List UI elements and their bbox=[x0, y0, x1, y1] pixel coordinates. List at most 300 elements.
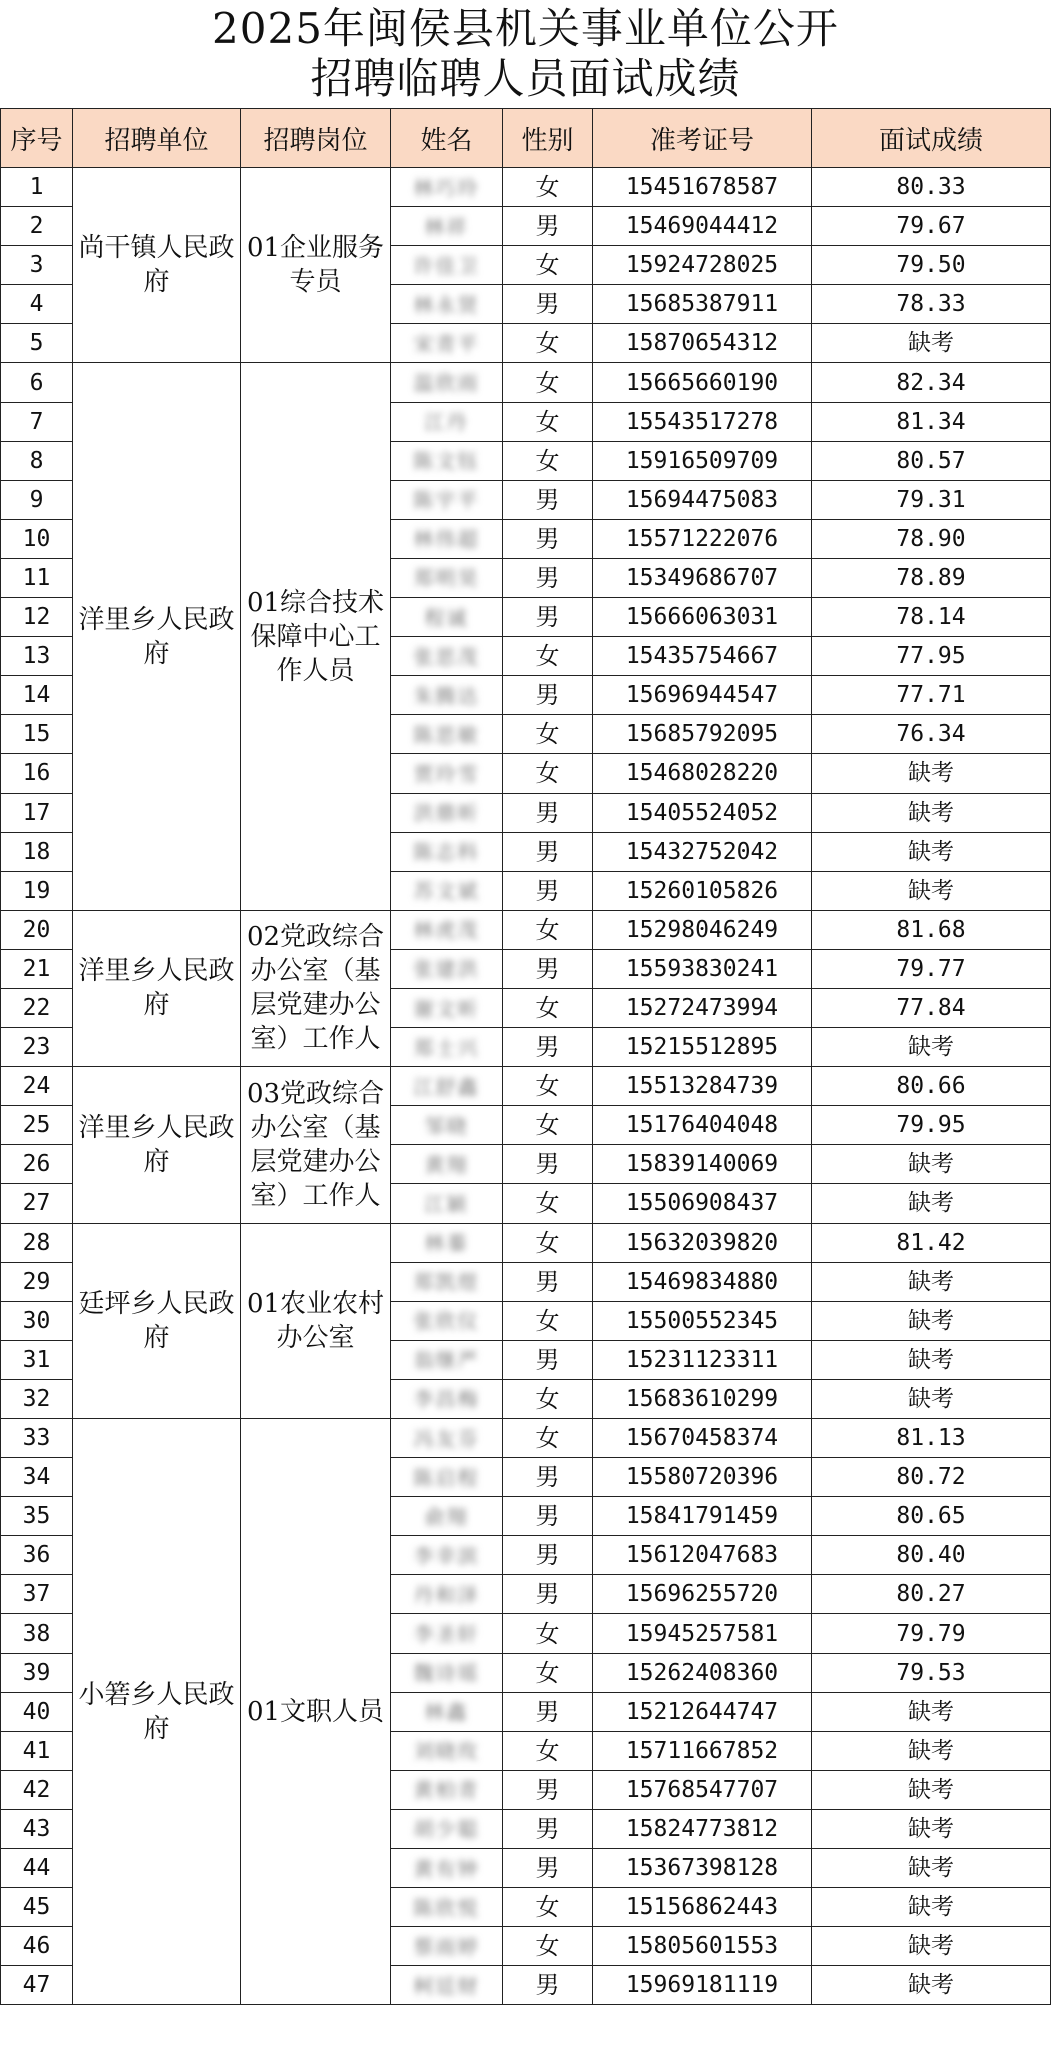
interview-score: 77.84 bbox=[812, 988, 1051, 1027]
applicant-gender: 女 bbox=[503, 1888, 593, 1927]
applicant-name bbox=[391, 1145, 503, 1184]
applicant-gender: 男 bbox=[503, 207, 593, 246]
ticket-number: 15694475083 bbox=[593, 480, 812, 519]
ticket-number: 15969181119 bbox=[593, 1966, 812, 2005]
interview-score: 78.90 bbox=[812, 519, 1051, 558]
table-header-row bbox=[1, 109, 1051, 168]
applicant-name-blurred: 柯廷财 bbox=[413, 1973, 480, 1998]
applicant-name bbox=[391, 1653, 503, 1692]
applicant-name bbox=[391, 1223, 503, 1262]
applicant-name bbox=[391, 949, 503, 988]
applicant-name bbox=[391, 598, 503, 637]
ticket-number: 15841791459 bbox=[593, 1497, 812, 1536]
row-number: 8 bbox=[1, 441, 73, 480]
recruiting-unit: 洋里乡人民政府 bbox=[73, 1067, 241, 1223]
row-number: 27 bbox=[1, 1184, 73, 1223]
ticket-number: 15513284739 bbox=[593, 1067, 812, 1106]
ticket-number: 15231123311 bbox=[593, 1340, 812, 1379]
recruiting-post bbox=[241, 1223, 391, 1418]
interview-score: 80.65 bbox=[812, 1497, 1051, 1536]
row-number: 2 bbox=[1, 207, 73, 246]
interview-score: 缺考 bbox=[812, 754, 1051, 793]
applicant-gender: 男 bbox=[503, 285, 593, 324]
applicant-name bbox=[391, 1106, 503, 1145]
applicant-gender: 男 bbox=[503, 1849, 593, 1888]
applicant-name bbox=[391, 168, 503, 207]
interview-score: 78.89 bbox=[812, 558, 1051, 597]
applicant-name bbox=[391, 1575, 503, 1614]
interview-score: 缺考 bbox=[812, 1849, 1051, 1888]
applicant-gender: 女 bbox=[503, 1067, 593, 1106]
applicant-name-blurred: 胡少聪 bbox=[413, 1817, 480, 1842]
applicant-gender: 男 bbox=[503, 832, 593, 871]
applicant-gender: 女 bbox=[503, 1653, 593, 1692]
applicant-gender: 男 bbox=[503, 1575, 593, 1614]
applicant-gender: 男 bbox=[503, 1340, 593, 1379]
row-number: 5 bbox=[1, 324, 73, 363]
applicant-name-blurred: 郑凯煜 bbox=[413, 1270, 480, 1295]
applicant-name-blurred: 林鑫 bbox=[424, 1700, 469, 1725]
applicant-gender: 女 bbox=[503, 988, 593, 1027]
applicant-name-blurred: 苏文斌 bbox=[413, 879, 480, 904]
applicant-gender: 男 bbox=[503, 1966, 593, 2005]
applicant-name-blurred: 郑士兴 bbox=[413, 1035, 480, 1060]
applicant-name bbox=[391, 715, 503, 754]
table-row bbox=[1, 168, 1051, 207]
row-number: 16 bbox=[1, 754, 73, 793]
applicant-gender: 女 bbox=[503, 168, 593, 207]
row-number: 10 bbox=[1, 519, 73, 558]
applicant-name-blurred: 朱腾达 bbox=[413, 683, 480, 708]
row-number: 41 bbox=[1, 1731, 73, 1770]
row-number: 9 bbox=[1, 480, 73, 519]
row-number: 26 bbox=[1, 1145, 73, 1184]
table-row bbox=[1, 1419, 1051, 1458]
ticket-number: 15367398128 bbox=[593, 1849, 812, 1888]
applicant-name-blurred: 翁继严 bbox=[413, 1348, 480, 1373]
applicant-name bbox=[391, 1888, 503, 1927]
recruiting-post bbox=[241, 168, 391, 363]
interview-score: 缺考 bbox=[812, 832, 1051, 871]
applicant-name bbox=[391, 441, 503, 480]
row-number: 44 bbox=[1, 1849, 73, 1888]
applicant-name bbox=[391, 1184, 503, 1223]
ticket-number: 15469044412 bbox=[593, 207, 812, 246]
applicant-gender: 男 bbox=[503, 1262, 593, 1301]
row-number: 32 bbox=[1, 1379, 73, 1418]
recruiting-post-label: 01文职人员 bbox=[246, 1696, 385, 1727]
ticket-number: 15768547707 bbox=[593, 1770, 812, 1809]
applicant-name bbox=[391, 1614, 503, 1653]
applicant-name-blurred: 蔡雨婷 bbox=[413, 1934, 480, 1959]
row-number: 3 bbox=[1, 246, 73, 285]
applicant-name bbox=[391, 324, 503, 363]
applicant-gender: 女 bbox=[503, 1927, 593, 1966]
header-score: 面试成绩 bbox=[812, 109, 1051, 168]
ticket-number: 15696944547 bbox=[593, 676, 812, 715]
interview-score: 缺考 bbox=[812, 1301, 1051, 1340]
title-line-1: 2025年闽侯县机关事业单位公开 bbox=[212, 4, 839, 53]
ticket-number: 15666063031 bbox=[593, 598, 812, 637]
applicant-gender: 男 bbox=[503, 1809, 593, 1848]
applicant-name bbox=[391, 480, 503, 519]
interview-score: 缺考 bbox=[812, 1379, 1051, 1418]
row-number: 19 bbox=[1, 871, 73, 910]
ticket-number: 15212644747 bbox=[593, 1692, 812, 1731]
row-number: 23 bbox=[1, 1028, 73, 1067]
applicant-name-blurred: 李圣轩 bbox=[413, 1622, 480, 1647]
ticket-number: 15593830241 bbox=[593, 949, 812, 988]
applicant-name bbox=[391, 363, 503, 402]
row-number: 6 bbox=[1, 363, 73, 402]
row-number: 24 bbox=[1, 1067, 73, 1106]
row-number: 43 bbox=[1, 1809, 73, 1848]
applicant-name-blurred: 李幸滨 bbox=[413, 1543, 480, 1568]
ticket-number: 15272473994 bbox=[593, 988, 812, 1027]
recruiting-post-label: 03党政综合办公室（基层党建办公室）工作人 bbox=[246, 1078, 385, 1211]
recruiting-unit: 廷坪乡人民政府 bbox=[73, 1223, 241, 1418]
applicant-name-blurred: 许佳卫 bbox=[413, 253, 480, 278]
table-row bbox=[1, 363, 1051, 402]
applicant-gender: 女 bbox=[503, 1379, 593, 1418]
applicant-name-blurred: 魏诗瑶 bbox=[413, 1661, 480, 1686]
interview-score: 缺考 bbox=[812, 1927, 1051, 1966]
applicant-name bbox=[391, 402, 503, 441]
row-number: 17 bbox=[1, 793, 73, 832]
recruiting-unit: 小箬乡人民政府 bbox=[73, 1419, 241, 2005]
applicant-name bbox=[391, 1849, 503, 1888]
applicant-name bbox=[391, 519, 503, 558]
applicant-gender: 女 bbox=[503, 363, 593, 402]
applicant-name-blurred: 林永贤 bbox=[413, 292, 480, 317]
applicant-name-blurred: 林巧玲 bbox=[413, 175, 480, 200]
applicant-name-blurred: 张欣仪 bbox=[413, 1309, 480, 1334]
row-number: 40 bbox=[1, 1692, 73, 1731]
applicant-gender: 男 bbox=[503, 1145, 593, 1184]
ticket-number: 15824773812 bbox=[593, 1809, 812, 1848]
applicant-name-blurred: 陈文钰 bbox=[413, 449, 480, 474]
applicant-name bbox=[391, 1497, 503, 1536]
applicant-name bbox=[391, 1340, 503, 1379]
ticket-number: 15632039820 bbox=[593, 1223, 812, 1262]
interview-score: 缺考 bbox=[812, 793, 1051, 832]
header-no: 序号 bbox=[1, 109, 73, 168]
applicant-gender: 女 bbox=[503, 754, 593, 793]
row-number: 25 bbox=[1, 1106, 73, 1145]
interview-score: 79.50 bbox=[812, 246, 1051, 285]
interview-score: 81.13 bbox=[812, 1419, 1051, 1458]
applicant-gender: 女 bbox=[503, 910, 593, 949]
interview-score: 81.42 bbox=[812, 1223, 1051, 1262]
ticket-number: 15685792095 bbox=[593, 715, 812, 754]
applicant-gender: 男 bbox=[503, 793, 593, 832]
row-number: 38 bbox=[1, 1614, 73, 1653]
ticket-number: 15298046249 bbox=[593, 910, 812, 949]
interview-score: 80.27 bbox=[812, 1575, 1051, 1614]
ticket-number: 15571222076 bbox=[593, 519, 812, 558]
row-number: 30 bbox=[1, 1301, 73, 1340]
ticket-number: 15469834880 bbox=[593, 1262, 812, 1301]
applicant-name bbox=[391, 754, 503, 793]
interview-score: 78.14 bbox=[812, 598, 1051, 637]
applicant-name-blurred: 郑明昊 bbox=[413, 566, 480, 591]
applicant-gender: 女 bbox=[503, 1301, 593, 1340]
recruiting-post bbox=[241, 363, 391, 910]
applicant-name-blurred: 丹和泽 bbox=[413, 1582, 480, 1607]
applicant-name-blurred: 刘晓玫 bbox=[413, 1739, 480, 1764]
applicant-name-blurred: 温欣雨 bbox=[413, 371, 480, 396]
ticket-number: 15916509709 bbox=[593, 441, 812, 480]
applicant-name bbox=[391, 1067, 503, 1106]
score-table bbox=[0, 108, 1051, 2005]
applicant-name bbox=[391, 793, 503, 832]
row-number: 18 bbox=[1, 832, 73, 871]
applicant-name bbox=[391, 285, 503, 324]
recruiting-post bbox=[241, 910, 391, 1066]
interview-score: 缺考 bbox=[812, 1145, 1051, 1184]
applicant-gender: 女 bbox=[503, 715, 593, 754]
ticket-number: 15405524052 bbox=[593, 793, 812, 832]
row-number: 29 bbox=[1, 1262, 73, 1301]
page-title bbox=[0, 0, 1051, 108]
applicant-name-blurred: 陈思敏 bbox=[413, 722, 480, 747]
recruiting-unit: 尚干镇人民政府 bbox=[73, 168, 241, 363]
applicant-name-blurred: 冯友芬 bbox=[413, 1426, 480, 1451]
applicant-name bbox=[391, 1458, 503, 1497]
recruiting-post-label: 02党政综合办公室（基层党建办公室）工作人 bbox=[246, 922, 385, 1055]
applicant-name bbox=[391, 1419, 503, 1458]
applicant-gender: 男 bbox=[503, 519, 593, 558]
row-number: 14 bbox=[1, 676, 73, 715]
ticket-number: 15665660190 bbox=[593, 363, 812, 402]
ticket-number: 15500552345 bbox=[593, 1301, 812, 1340]
interview-score: 缺考 bbox=[812, 1966, 1051, 2005]
interview-score: 缺考 bbox=[812, 324, 1051, 363]
applicant-name bbox=[391, 1927, 503, 1966]
row-number: 39 bbox=[1, 1653, 73, 1692]
interview-score: 缺考 bbox=[812, 1028, 1051, 1067]
applicant-name bbox=[391, 1966, 503, 2005]
applicant-name bbox=[391, 207, 503, 246]
applicant-name bbox=[391, 988, 503, 1027]
applicant-gender: 女 bbox=[503, 246, 593, 285]
applicant-name bbox=[391, 1301, 503, 1340]
ticket-number: 15432752042 bbox=[593, 832, 812, 871]
ticket-number: 15612047683 bbox=[593, 1536, 812, 1575]
row-number: 11 bbox=[1, 558, 73, 597]
recruiting-unit: 洋里乡人民政府 bbox=[73, 910, 241, 1066]
interview-score: 缺考 bbox=[812, 1184, 1051, 1223]
applicant-name-blurred: 江舒鑫 bbox=[413, 1074, 480, 1099]
row-number: 7 bbox=[1, 402, 73, 441]
ticket-number: 15696255720 bbox=[593, 1575, 812, 1614]
recruiting-post-label: 01企业服务专员 bbox=[246, 233, 385, 298]
row-number: 36 bbox=[1, 1536, 73, 1575]
applicant-name bbox=[391, 1731, 503, 1770]
applicant-name bbox=[391, 676, 503, 715]
applicant-gender: 男 bbox=[503, 871, 593, 910]
applicant-gender: 男 bbox=[503, 949, 593, 988]
applicant-name bbox=[391, 558, 503, 597]
applicant-name-blurred: 贾玲雪 bbox=[413, 761, 480, 786]
interview-score: 缺考 bbox=[812, 1692, 1051, 1731]
header-post: 招聘岗位 bbox=[241, 109, 391, 168]
interview-score: 80.72 bbox=[812, 1458, 1051, 1497]
applicant-name-blurred: 陈启程 bbox=[413, 1465, 480, 1490]
applicant-name-blurred: 黄翔 bbox=[424, 1152, 469, 1177]
applicant-name bbox=[391, 1692, 503, 1731]
ticket-number: 15451678587 bbox=[593, 168, 812, 207]
applicant-name-blurred: 陈宇平 bbox=[413, 488, 480, 513]
row-number: 1 bbox=[1, 168, 73, 207]
applicant-name bbox=[391, 1028, 503, 1067]
row-number: 33 bbox=[1, 1419, 73, 1458]
ticket-number: 15670458374 bbox=[593, 1419, 812, 1458]
interview-score: 80.66 bbox=[812, 1067, 1051, 1106]
interview-score: 78.33 bbox=[812, 285, 1051, 324]
row-number: 22 bbox=[1, 988, 73, 1027]
interview-score: 80.40 bbox=[812, 1536, 1051, 1575]
recruiting-unit: 洋里乡人民政府 bbox=[73, 363, 241, 910]
ticket-number: 15683610299 bbox=[593, 1379, 812, 1418]
applicant-gender: 男 bbox=[503, 676, 593, 715]
ticket-number: 15156862443 bbox=[593, 1888, 812, 1927]
applicant-gender: 男 bbox=[503, 1770, 593, 1809]
row-number: 35 bbox=[1, 1497, 73, 1536]
interview-score: 79.79 bbox=[812, 1614, 1051, 1653]
applicant-name-blurred: 黄有钟 bbox=[413, 1856, 480, 1881]
ticket-number: 15543517278 bbox=[593, 402, 812, 441]
interview-score: 82.34 bbox=[812, 363, 1051, 402]
applicant-name bbox=[391, 637, 503, 676]
applicant-gender: 男 bbox=[503, 1028, 593, 1067]
applicant-gender: 女 bbox=[503, 1106, 593, 1145]
applicant-gender: 女 bbox=[503, 324, 593, 363]
interview-score: 缺考 bbox=[812, 1770, 1051, 1809]
ticket-number: 15260105826 bbox=[593, 871, 812, 910]
ticket-number: 15580720396 bbox=[593, 1458, 812, 1497]
applicant-gender: 女 bbox=[503, 1184, 593, 1223]
applicant-name-blurred: 宋青平 bbox=[413, 331, 480, 356]
applicant-gender: 女 bbox=[503, 1614, 593, 1653]
applicant-name-blurred: 林祥 bbox=[424, 214, 469, 239]
ticket-number: 15435754667 bbox=[593, 637, 812, 676]
row-number: 31 bbox=[1, 1340, 73, 1379]
recruiting-post bbox=[241, 1067, 391, 1223]
applicant-name bbox=[391, 1809, 503, 1848]
applicant-gender: 女 bbox=[503, 441, 593, 480]
applicant-gender: 女 bbox=[503, 1731, 593, 1770]
interview-score: 77.95 bbox=[812, 637, 1051, 676]
applicant-gender: 男 bbox=[503, 1497, 593, 1536]
interview-score: 缺考 bbox=[812, 1731, 1051, 1770]
applicant-name bbox=[391, 1262, 503, 1301]
row-number: 42 bbox=[1, 1770, 73, 1809]
ticket-number: 15839140069 bbox=[593, 1145, 812, 1184]
table-row bbox=[1, 1223, 1051, 1262]
applicant-name bbox=[391, 1770, 503, 1809]
ticket-number: 15711667852 bbox=[593, 1731, 812, 1770]
applicant-name-blurred: 林伟超 bbox=[413, 527, 480, 552]
applicant-name-blurred: 谢文昕 bbox=[413, 996, 480, 1021]
applicant-gender: 男 bbox=[503, 558, 593, 597]
header-unit: 招聘单位 bbox=[73, 109, 241, 168]
ticket-number: 15870654312 bbox=[593, 324, 812, 363]
interview-score: 缺考 bbox=[812, 1262, 1051, 1301]
applicant-gender: 男 bbox=[503, 480, 593, 519]
header-name: 姓名 bbox=[391, 109, 503, 168]
interview-score: 80.57 bbox=[812, 441, 1051, 480]
row-number: 4 bbox=[1, 285, 73, 324]
row-number: 34 bbox=[1, 1458, 73, 1497]
row-number: 13 bbox=[1, 637, 73, 676]
applicant-name bbox=[391, 871, 503, 910]
header-ticket-id: 准考证号 bbox=[593, 109, 812, 168]
interview-score: 缺考 bbox=[812, 1340, 1051, 1379]
applicant-name bbox=[391, 910, 503, 949]
applicant-gender: 女 bbox=[503, 1419, 593, 1458]
ticket-number: 15506908437 bbox=[593, 1184, 812, 1223]
interview-score: 79.77 bbox=[812, 949, 1051, 988]
recruiting-post-label: 01综合技术保障中心工作人员 bbox=[246, 587, 385, 686]
applicant-gender: 女 bbox=[503, 1223, 593, 1262]
row-number: 47 bbox=[1, 1966, 73, 2005]
row-number: 28 bbox=[1, 1223, 73, 1262]
applicant-gender: 男 bbox=[503, 1692, 593, 1731]
interview-score: 81.34 bbox=[812, 402, 1051, 441]
interview-score: 缺考 bbox=[812, 1809, 1051, 1848]
interview-score: 缺考 bbox=[812, 1888, 1051, 1927]
applicant-gender: 男 bbox=[503, 1458, 593, 1497]
applicant-name-blurred: 邹晓 bbox=[424, 1113, 469, 1138]
row-number: 20 bbox=[1, 910, 73, 949]
interview-score: 79.31 bbox=[812, 480, 1051, 519]
row-number: 46 bbox=[1, 1927, 73, 1966]
header-gender: 性别 bbox=[503, 109, 593, 168]
table-row bbox=[1, 1067, 1051, 1106]
applicant-name bbox=[391, 246, 503, 285]
interview-score: 79.95 bbox=[812, 1106, 1051, 1145]
applicant-gender: 女 bbox=[503, 402, 593, 441]
applicant-name-blurred: 张思茂 bbox=[413, 644, 480, 669]
ticket-number: 15176404048 bbox=[593, 1106, 812, 1145]
row-number: 21 bbox=[1, 949, 73, 988]
recruiting-post-label: 01农业农村办公室 bbox=[246, 1288, 385, 1353]
applicant-name-blurred: 林蓁 bbox=[424, 1231, 469, 1256]
title-line-2: 招聘临聘人员面试成绩 bbox=[310, 54, 741, 103]
applicant-name bbox=[391, 832, 503, 871]
applicant-name bbox=[391, 1379, 503, 1418]
applicant-name-blurred: 江丹 bbox=[424, 410, 469, 435]
row-number: 37 bbox=[1, 1575, 73, 1614]
interview-score: 80.33 bbox=[812, 168, 1051, 207]
ticket-number: 15468028220 bbox=[593, 754, 812, 793]
applicant-name bbox=[391, 1536, 503, 1575]
applicant-name-blurred: 李昌梅 bbox=[413, 1387, 480, 1412]
interview-score: 79.53 bbox=[812, 1653, 1051, 1692]
ticket-number: 15924728025 bbox=[593, 246, 812, 285]
interview-score: 77.71 bbox=[812, 676, 1051, 715]
applicant-name-blurred: 俞翔 bbox=[424, 1504, 469, 1529]
applicant-name-blurred: 张建洪 bbox=[413, 957, 480, 982]
applicant-name-blurred: 洪鼎昕 bbox=[413, 801, 480, 826]
interview-score: 缺考 bbox=[812, 871, 1051, 910]
recruiting-post bbox=[241, 1419, 391, 2005]
applicant-name-blurred: 黄柏青 bbox=[413, 1778, 480, 1803]
applicant-name-blurred: 林虎茂 bbox=[413, 918, 480, 943]
applicant-gender: 男 bbox=[503, 598, 593, 637]
row-number: 15 bbox=[1, 715, 73, 754]
